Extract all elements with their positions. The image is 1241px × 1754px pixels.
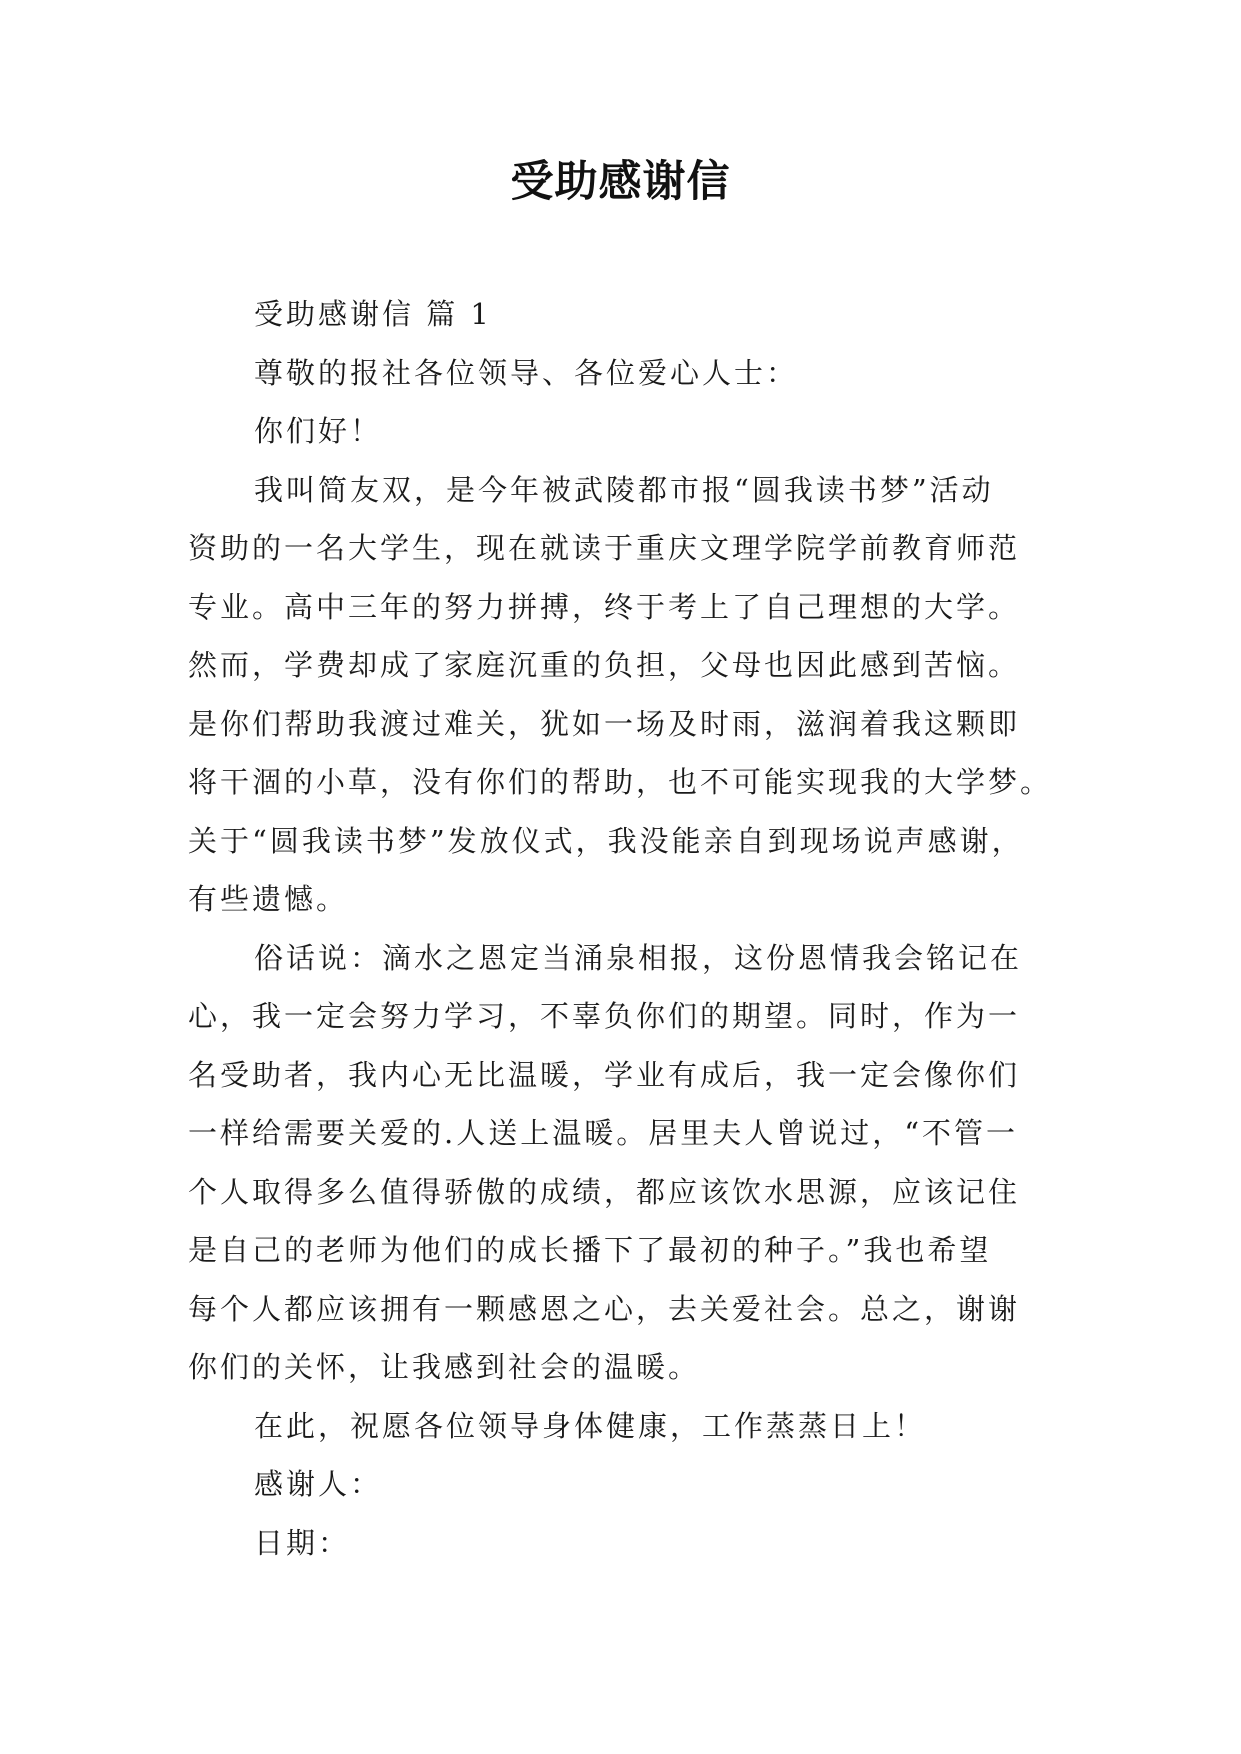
letter-body xyxy=(188,285,1058,1572)
paragraph-line: 关于“圆我读书梦”发放仪式，我没能亲自到现场说声感谢， xyxy=(188,823,1024,858)
paragraph-line: 是自己的老师为他们的成长播下了最初的种子。”我也希望 xyxy=(188,1233,992,1267)
closing-wish: 在此，祝愿各位领导身体健康，工作蒸蒸日上！ xyxy=(254,1408,927,1443)
paragraph-line: 你们的关怀，让我感到社会的温暖。 xyxy=(188,1350,701,1384)
greeting: 你们好！ xyxy=(254,414,383,448)
salutation: 尊敬的报社各位领导、各位爱心人士： xyxy=(254,355,799,390)
document-title: 受助感谢信 xyxy=(510,157,731,207)
paragraph-line: 名受助者，我内心无比温暖，学业有成后，我一定会像你们 xyxy=(188,1057,1021,1092)
paragraph-line: 心，我一定会努力学习，不辜负你们的期望。同时，作为一 xyxy=(188,999,1021,1033)
paragraph-line: 将干涸的小草，没有你们的帮助，也不可能实现我的大学梦。 xyxy=(188,765,1053,799)
date-label: 日期： xyxy=(254,1525,351,1560)
paragraph-line: 一样给需要关爱的.人送上温暖。居里夫人曾说过，“不管一 xyxy=(188,1116,1019,1150)
paragraph-line: 有些遗憾。 xyxy=(188,882,349,916)
paragraph-line: 俗话说：滴水之恩定当涌泉相报，这份恩情我会铭记在 xyxy=(254,940,1023,975)
paragraph-line: 每个人都应该拥有一颗感恩之心，去关爱社会。总之，谢谢 xyxy=(188,1291,1021,1326)
signature-label: 感谢人： xyxy=(254,1467,383,1501)
paragraph-line: 个人取得多么值得骄傲的成绩，都应该饮水思源，应该记住 xyxy=(188,1174,1021,1209)
paragraph-line: 然而，学费却成了家庭沉重的负担，父母也因此感到苦恼。 xyxy=(188,648,1021,682)
section-heading: 受助感谢信 篇 1 xyxy=(254,297,492,331)
paragraph-line: 是你们帮助我渡过难关，犹如一场及时雨，滋润着我这颗即 xyxy=(188,706,1021,741)
paragraph-line: 专业。高中三年的努力拼搏，终于考上了自己理想的大学。 xyxy=(188,589,1021,624)
paragraph-line: 资助的一名大学生，现在就读于重庆文理学院学前教育师范 xyxy=(188,531,1021,565)
paragraph-line: 我叫简友双，是今年被武陵都市报“圆我读书梦”活动 xyxy=(254,472,994,507)
